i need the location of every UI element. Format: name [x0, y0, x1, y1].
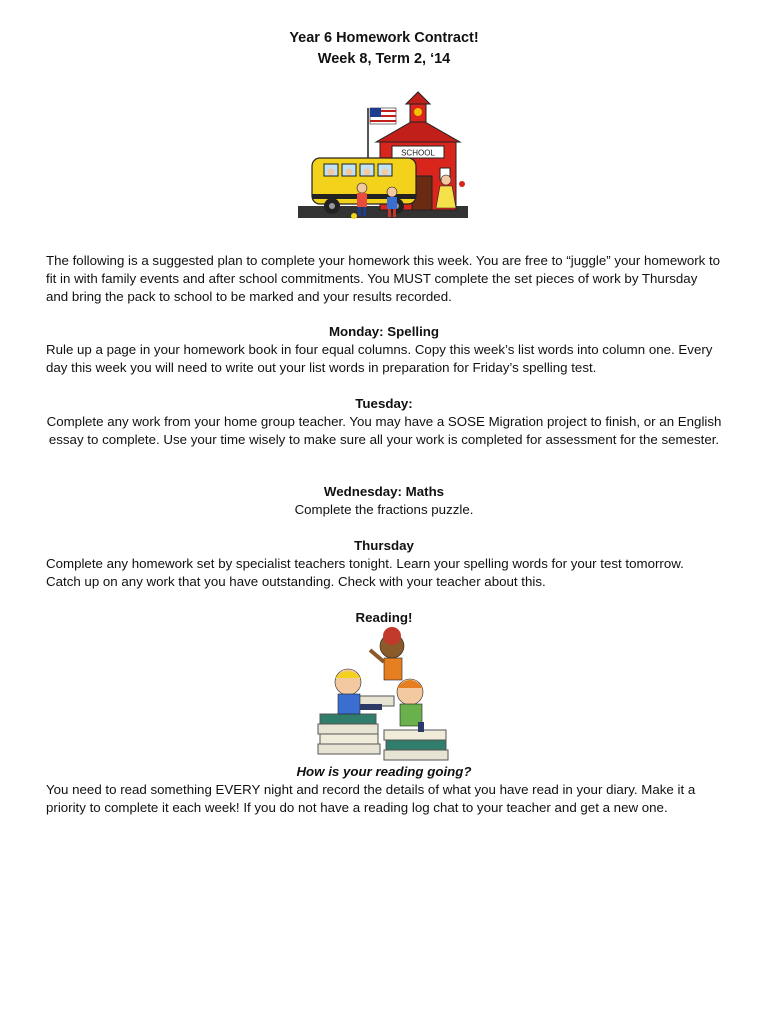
school-bus-illustration	[296, 88, 472, 230]
thursday-heading: Thursday	[354, 538, 414, 553]
kids-reading-illustration	[314, 626, 454, 764]
document-title: Year 6 Homework Contract!	[289, 30, 479, 46]
monday-heading: Monday: Spelling	[328, 324, 440, 339]
reading-subheading: How is your reading going?	[296, 764, 472, 779]
tuesday-heading: Tuesday:	[355, 396, 413, 411]
bell-icon	[414, 108, 422, 116]
thursday-text: Complete any homework set by specialist teachers tonight. Learn your spelling words for your test tomorrow. Catch up on any work that you have outstanding. Check with your teacher about this.	[46, 556, 684, 589]
document-subtitle: Week 8, Term 2, ‘14	[317, 51, 451, 67]
reading-text: You need to read something EVERY night and record the details of what you have read in your diary. Make it a priority to complete it each week! If you do not have a reading log chat to your teacher and get a new one.	[46, 782, 696, 815]
intro-paragraph: The following is a suggested plan to complete your homework this week. You are free to “juggle” your homework to fit in with family events and after school commitments. You MUST complete the set pieces of work by Thursday and bring the pack to school to be marked and your results recorded.	[46, 253, 721, 304]
monday-text: Rule up a page in your homework book in four equal columns. Copy this week’s list words into column one. Every day this week you will need to write out your list words in preparation for Friday’s spelling test.	[46, 342, 713, 375]
tuesday-text: Complete any work from your home group teacher. You may have a SOSE Migration project to finish, or an English essay to complete. Use your time wisely to make sure all your work is completed for assessment for the semester.	[46, 414, 722, 447]
wednesday-text: Complete the fractions puzzle.	[294, 502, 474, 517]
school-sign: SCHOOL	[401, 148, 435, 158]
apple-icon	[459, 181, 465, 187]
reading-heading: Reading!	[355, 610, 413, 625]
boy-figure-left	[335, 669, 382, 714]
book-stack	[318, 696, 448, 760]
wednesday-heading: Wednesday: Maths	[323, 484, 445, 499]
girl-figure	[370, 627, 404, 680]
boy-figure-right	[397, 679, 424, 732]
